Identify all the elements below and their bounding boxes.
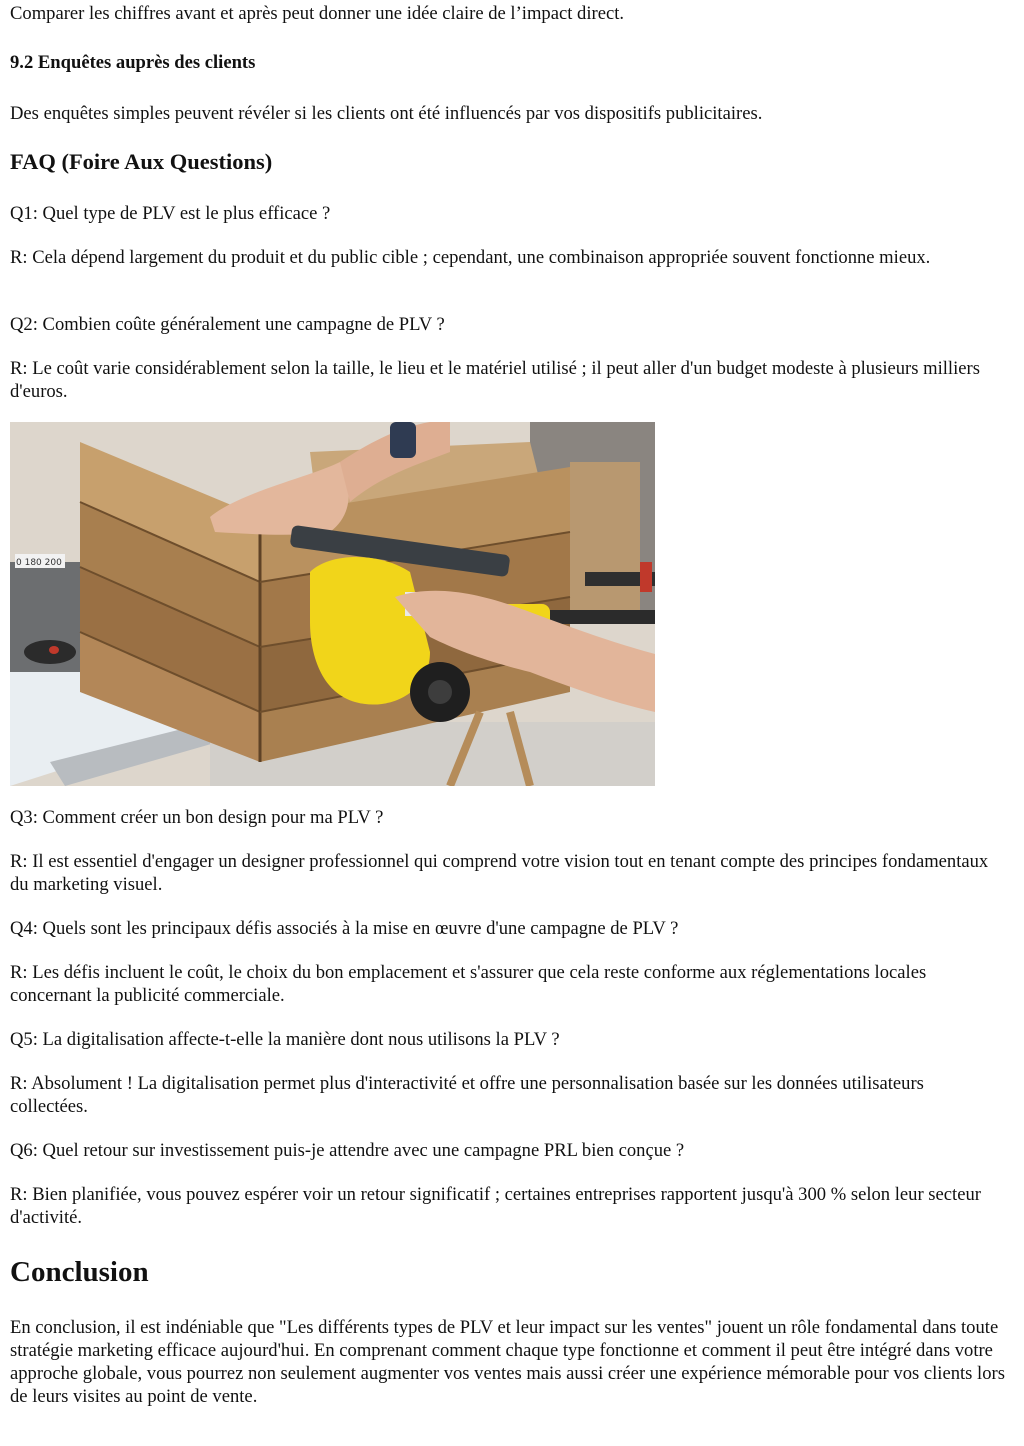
crate-nail-gun-illustration [10, 422, 655, 786]
faq-answer-6: R: Bien planifiée, vous pouvez espérer voir un retour significatif ; certaines entreprises rapportent jusqu'à 300 % selon leur secteur d'activité. [10, 1184, 981, 1228]
workshop-photo [10, 422, 655, 786]
faq-answer-5: R: Absolument ! La digitalisation permet plus d'interactivité et offre une personnalisation basée sur les données utilisateurs collectées. [10, 1073, 924, 1117]
conclusion-paragraph: En conclusion, il est indéniable que "Les différents types de PLV et leur impact sur les ventes" jouent un rôle fondamental dans toute stratégie marketing efficace aujourd'hui. En comprenant comment chaque type fonctionne et comment il peut être intégré dans votre approche globale, vous pourrez non seulement augmenter vos ventes mais aussi créer une expérience mémorable pour vos clients lors de leurs visites au point de vente. [10, 1317, 1005, 1407]
faq-question-6: Q6: Quel retour sur investissement puis-je attendre avec une campagne PRL bien conçue ? [10, 1140, 685, 1161]
faq-question-2: Q2: Combien coûte généralement une campagne de PLV ? [10, 314, 445, 335]
conclusion-heading: Conclusion [10, 1256, 149, 1288]
faq-question-4: Q4: Quels sont les principaux défis associés à la mise en œuvre d'une campagne de PLV ? [10, 918, 679, 939]
faq-answer-3: R: Il est essentiel d'engager un designer professionnel qui comprend votre vision tout en tenant compte des principes fondamentaux du marketing visuel. [10, 851, 989, 895]
faq-question-1: Q1: Quel type de PLV est le plus efficace ? [10, 203, 331, 224]
faq-answer-4: R: Les défis incluent le coût, le choix du bon emplacement et s'assurer que cela reste conforme aux réglementations locales concernant la publicité commerciale. [10, 962, 927, 1006]
ruler-marks-text: 0 180 200 [16, 558, 62, 568]
section-heading-9-2: 9.2 Enquêtes auprès des clients [10, 52, 256, 73]
section-paragraph-9-2: Des enquêtes simples peuvent révéler si les clients ont été influencés par vos dispositifs publicitaires. [10, 103, 763, 124]
faq-answer-2: R: Le coût varie considérablement selon la taille, le lieu et le matériel utilisé ; il peut aller d'un budget modeste à plusieurs milliers d'euros. [10, 358, 980, 402]
faq-question-5: Q5: La digitalisation affecte-t-elle la manière dont nous utilisons la PLV ? [10, 1029, 560, 1050]
faq-heading: FAQ (Foire Aux Questions) [10, 149, 273, 174]
faq-answer-1: R: Cela dépend largement du produit et du public cible ; cependant, une combinaison appropriée souvent fonctionne mieux. [10, 247, 931, 268]
intro-paragraph: Comparer les chiffres avant et après peut donner une idée claire de l’impact direct. [10, 3, 625, 24]
faq-question-3: Q3: Comment créer un bon design pour ma PLV ? [10, 807, 384, 828]
